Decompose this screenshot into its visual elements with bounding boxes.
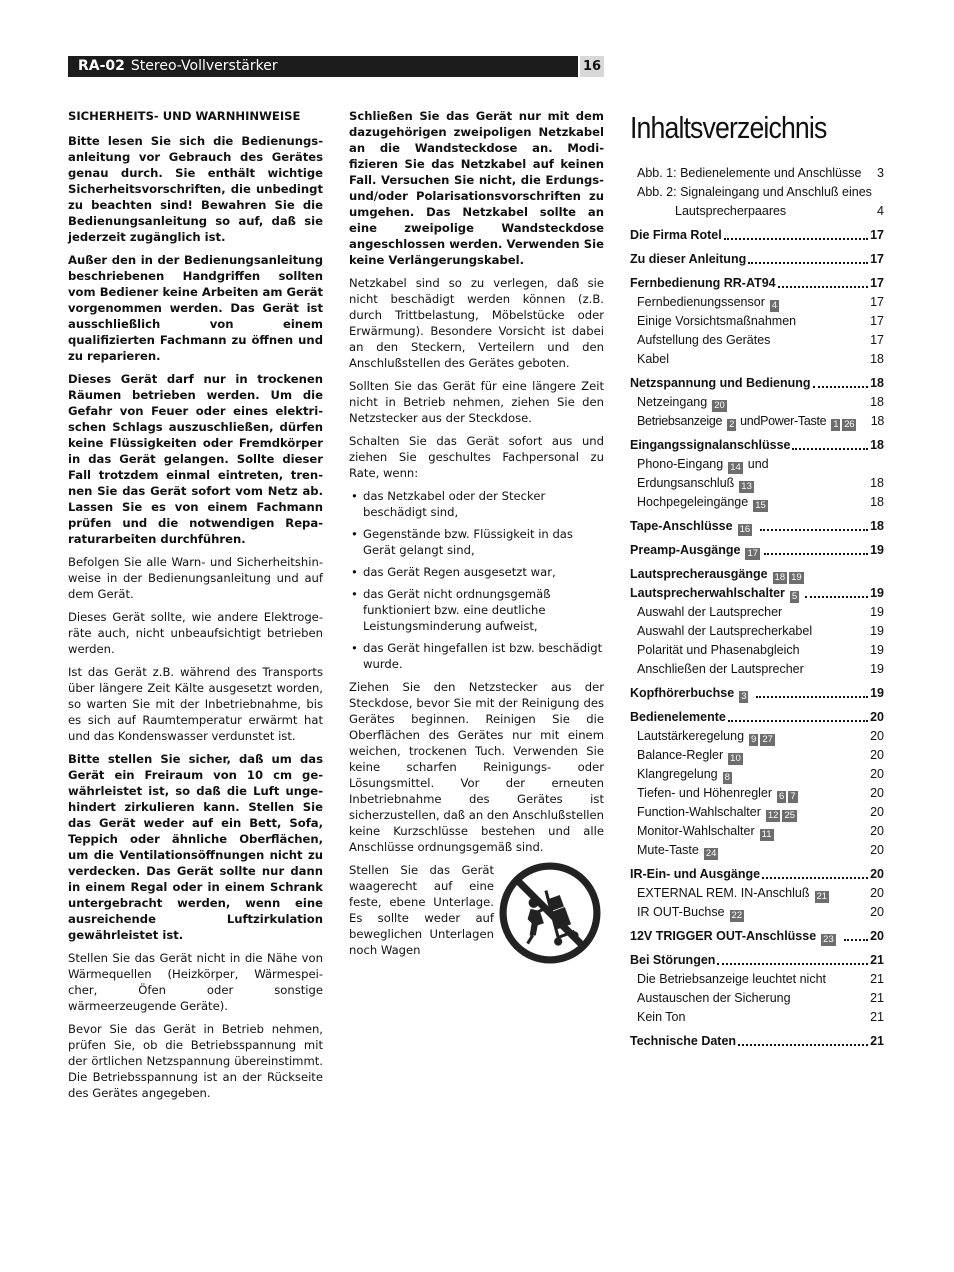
toc-entry[interactable]: Function-Wahlschalter 12 25 20 xyxy=(637,805,884,821)
toc-entry[interactable]: Abb. 2: Signaleingang und Anschluß eines xyxy=(637,185,872,199)
toc-section[interactable]: Lautsprecherwahlschalter 5 19 xyxy=(630,586,884,602)
list-item: • das Netzkabel oder der Stecker beschädigt sind, xyxy=(349,488,604,520)
toc-section[interactable]: Zu dieser Anleitung 17 xyxy=(630,252,884,266)
callout-badge: 25 xyxy=(784,810,796,821)
toc-entry[interactable]: Betriebsanzeige 2 undPower-Taste 1 26 18 xyxy=(637,414,884,430)
list-item: • das Gerät nicht ordnungsgemäß funktioniert bzw. eine deutliche Leistungsminderung aufweist, xyxy=(349,586,604,634)
paragraph: Schalten Sie das Gerät sofort aus und ziehen Sie geschultes Fachpersonal zu Rate, wenn: xyxy=(349,434,604,480)
callout-badge: 7 xyxy=(790,791,796,802)
toc-entry[interactable]: Tiefen- und Höhenregler 6 7 20 xyxy=(637,786,884,802)
callout-badge: 6 xyxy=(779,791,785,802)
toc-entry[interactable]: IR OUT-Buchse 22 20 xyxy=(637,905,884,921)
callout-badge: 22 xyxy=(731,910,743,921)
callout-badge: 1 xyxy=(833,419,839,430)
toc-entry[interactable]: Polarität und Phasenabgleich 19 xyxy=(637,643,884,657)
toc-section[interactable]: Bedienelemente 20 xyxy=(630,710,884,724)
paragraph: Stellen Sie das Gerät waagerecht auf eine feste, ebene Unterlage. Es sollte weder auf beweglichen Unterlagen noch Wagen xyxy=(349,863,494,957)
toc-entry[interactable]: Anschließen der Lautsprecher 19 xyxy=(637,662,884,676)
paragraph: Schließen Sie das Gerät nur mit dem dazugehörigen zweipoligen Netzkabel an die Wandsteckdose an. Modifizieren Sie das Netzkabel auf keinen Fall. Versuchen Sie nicht, die Erdungs- und/oder Polarisationsvorschriften zu umgehen. Das Netzkabel sollte an eine zweipolige Wandsteckdose angeschlossen werden. Verwenden Sie keine Verlängerungskabel. xyxy=(349,109,604,267)
safety-paragraphs xyxy=(68,133,323,1101)
callout-badge: 18 xyxy=(774,572,786,583)
list-item: • das Gerät hingefallen ist bzw. beschädigt wurde. xyxy=(349,640,604,672)
toc-entry[interactable]: Lautstärkeregelung 9 27 20 xyxy=(637,729,884,745)
page-number: 16 xyxy=(580,56,604,77)
callout-badge: 4 xyxy=(771,300,778,311)
toc-entry[interactable]: Die Betriebsanzeige leuchtet nicht 21 xyxy=(637,972,884,986)
callout-badge: 27 xyxy=(762,734,773,745)
callout-badge: 26 xyxy=(844,419,855,430)
toc-entry[interactable]: Klangregelung 8 20 xyxy=(637,767,884,783)
callout-badge: 20 xyxy=(714,400,725,411)
condition-list xyxy=(349,488,604,672)
toc-section[interactable]: Tape-Anschlüsse 16 18 xyxy=(630,519,884,535)
toc-entry[interactable]: Monitor-Wahlschalter 11 20 xyxy=(637,824,884,840)
toc-entry[interactable]: Fernbedienungssensor 4 17 xyxy=(637,295,884,311)
toc-entry[interactable]: EXTERNAL REM. IN-Anschluß 21 20 xyxy=(637,886,884,902)
callout-badge: 16 xyxy=(739,524,751,535)
no-cart-warning-icon xyxy=(499,862,601,964)
paragraph: Außer den in der Bedienungsanleitung beschriebenen Handgriffen sollten vom Bediener keine Arbeiten am Gerät vorgenommen werden. Das Gerät ist ausschließlich von einem qualifizierten Fachmann zu öffnen und zu reparieren. xyxy=(68,253,323,363)
callout-badge: 9 xyxy=(751,734,757,745)
toc-entry[interactable]: Abb. 1: Bedienelemente und Anschlüsse 3 xyxy=(637,166,884,180)
cart-warning-block xyxy=(349,862,604,958)
toc-entry[interactable]: Auswahl der Lautsprecher 19 xyxy=(637,605,884,619)
toc-entry-continued[interactable]: Erdungsanschluß 13 18 xyxy=(637,476,884,492)
paragraph: Stellen Sie das Gerät nicht in die Nähe von Wärmequellen (Heizkörper, Wärmespeicher, Öfen oder sonstige wärmeerzeugende Geräte). xyxy=(68,951,323,1013)
safety-column-2 xyxy=(349,108,604,965)
model-name: RA-02 xyxy=(78,58,125,74)
callout-badge: 19 xyxy=(791,572,802,583)
toc-entry[interactable]: Phono-Eingang 14 und xyxy=(637,457,769,473)
toc-entry[interactable]: Mute-Taste 24 20 xyxy=(637,843,884,859)
table-of-contents xyxy=(630,110,884,1051)
callout-badge: 21 xyxy=(816,891,828,902)
toc-entry[interactable]: Auswahl der Lautsprecherkabel 19 xyxy=(637,624,884,638)
toc-entry[interactable]: Hochpegeleingänge 15 18 xyxy=(637,495,884,511)
callout-badge: 12 xyxy=(767,810,779,821)
toc-section[interactable]: Kopfhörerbuchse 3 19 xyxy=(630,686,884,702)
callout-badge: 15 xyxy=(755,500,766,511)
toc-section[interactable]: Eingangssignalanschlüsse 18 xyxy=(630,438,884,452)
callout-badge: 2 xyxy=(729,419,735,430)
list-item: • Gegenstände bzw. Flüssigkeit in das Gerät gelangt sind, xyxy=(349,526,604,558)
list-item: • das Gerät Regen ausgesetzt war, xyxy=(349,564,604,580)
paragraph: Dieses Gerät darf nur in trockenen Räumen betrieben werden. Um die Gefahr von Feuer oder eines elektrischen Schlags auszuschließen, dürfen keine Flüssigkeiten oder Fremdkörper in das Gerät gelangen. Sollte dieser Fall trotzdem einmal eintreten, trennen Sie das Gerät sofort vom Netz ab. Lassen Sie es von einem Fachmann prüfen und die notwendigen Reparaturarbeiten durchführen. xyxy=(68,372,323,546)
toc-section[interactable]: Technische Daten 21 xyxy=(630,1034,884,1048)
paragraph: Bitte stellen Sie sicher, daß um das Gerät ein Freiraum von 10 cm gewährleistet ist, so daß die Luft ungehindert zirkulieren kann. Stellen Sie das Gerät weder auf ein Bett, Sofa, Teppich oder ähnliche Oberflächen, um die Ventilationsöffnungen nicht zu verdecken. Das Gerät sollte nur dann in einem Regal oder in einem Schrank untergebracht werden, wenn eine ausreichende Luftzirkulation gewährleistet ist. xyxy=(68,752,323,942)
paragraph: Befolgen Sie alle Warn- und Sicherheitshinweise in der Bedienungsanleitung und auf dem Gerät. xyxy=(68,555,323,601)
toc-entry[interactable]: Kein Ton 21 xyxy=(637,1010,884,1024)
callout-badge: 17 xyxy=(747,548,759,559)
toc-entry-continued[interactable]: Lautsprecherpaares 4 xyxy=(675,204,884,218)
callout-badge: 3 xyxy=(741,691,747,702)
toc-section[interactable]: Die Firma Rotel 17 xyxy=(630,228,884,242)
toc-entry[interactable]: Balance-Regler 10 20 xyxy=(637,748,884,764)
callout-badge: 11 xyxy=(761,829,772,840)
toc-section[interactable]: Netzspannung und Bedienung 18 xyxy=(630,376,884,390)
paragraph: Dieses Gerät sollte, wie andere Elektrogeräte auch, nicht unbeaufsichtigt betrieben werden. xyxy=(68,610,323,656)
safety-column xyxy=(68,108,323,1108)
toc-entry[interactable]: Einige Vorsichtsmaßnahmen 17 xyxy=(637,314,884,328)
toc-title: Inhaltsverzeichnis xyxy=(630,110,827,145)
safety-heading: SICHERHEITS- UND WARNHINWEISE xyxy=(68,109,301,123)
callout-badge: 8 xyxy=(724,772,730,783)
paragraph: Bevor Sie das Gerät in Betrieb nehmen, prüfen Sie, ob die Betriebsspannung mit der örtlichen Netzspannung übereinstimmt. Die Betriebsspannung ist an der Rückseite des Gerätes angegeben. xyxy=(68,1022,323,1100)
paragraph: Ziehen Sie den Netzstecker aus der Steckdose, bevor Sie mit der Reinigung des Gerätes beginnen. Reinigen Sie die Oberflächen des Gerätes nur mit einem weichen, trockenen Tuch. Verwenden Sie keine scharfen Reinigungs- oder Lösungsmittel. Vor der erneuten Inbetriebnahme des Gerätes ist sicherzustellen, daß an den Anschlußstellen keine Kurzschlüsse bestehen und alle Anschlüsse ordnungsgemäß sind. xyxy=(349,680,605,854)
callout-badge: 5 xyxy=(791,591,798,602)
paragraph: Netzkabel sind so zu verlegen, daß sie nicht beschädigt werden können (z.B. durch Trittbelastung, Möbelstücke oder Erwärmung). Besondere Vorsicht ist dabei an den Steckern, Verteilern und den Anschlußstellen des Gerätes geboten. xyxy=(349,276,604,370)
callout-badge: 24 xyxy=(705,848,717,859)
toc-section[interactable]: Bei Störungen 21 xyxy=(630,953,884,967)
header-subtitle: Stereo-Vollverstärker xyxy=(130,58,278,74)
toc-entry[interactable]: Austauschen der Sicherung 21 xyxy=(637,991,884,1005)
paragraph: Bitte lesen Sie sich die Bedienungsanleitung vor Gebrauch des Gerätes genau durch. Sie enthält wichtige Sicherheitsvorschriften, die unbedingt zu beachten sind! Bewahren Sie die Bedienungsanleitung so auf, daß sie jederzeit zugänglich ist. xyxy=(68,134,323,244)
toc-section[interactable]: 12V TRIGGER OUT-Anschlüsse 23 20 xyxy=(630,929,884,945)
toc-entry[interactable]: Aufstellung des Gerätes 17 xyxy=(637,333,884,347)
callout-badge: 14 xyxy=(730,462,741,473)
toc-section[interactable]: Lautsprecherausgänge 18 19 xyxy=(630,567,802,583)
paragraph: Ist das Gerät z.B. während des Transports über längere Zeit Kälte ausgesetzt worden, so warten Sie mit der Inbetriebnahme, bis es sich auf Raumtemperatur erwärmt hat und das Kondenswasser verdunstet ist. xyxy=(68,665,323,743)
callout-badge: 13 xyxy=(741,481,752,492)
toc-entry[interactable]: Netzeingang 20 18 xyxy=(637,395,884,411)
paragraph: Sollten Sie das Gerät für eine längere Zeit nicht in Betrieb nehmen, ziehen Sie den Netzstecker aus der Steckdose. xyxy=(349,379,604,425)
callout-badge: 10 xyxy=(730,753,741,764)
toc-section[interactable]: Preamp-Ausgänge 17 19 xyxy=(630,543,884,559)
callout-badge: 23 xyxy=(823,934,834,945)
toc-section[interactable]: IR-Ein- und Ausgänge 20 xyxy=(630,867,884,881)
toc-entry[interactable]: Kabel 18 xyxy=(637,352,884,366)
toc-section[interactable]: Fernbedienung RR-AT94 17 xyxy=(630,276,884,290)
page-header xyxy=(68,56,578,77)
